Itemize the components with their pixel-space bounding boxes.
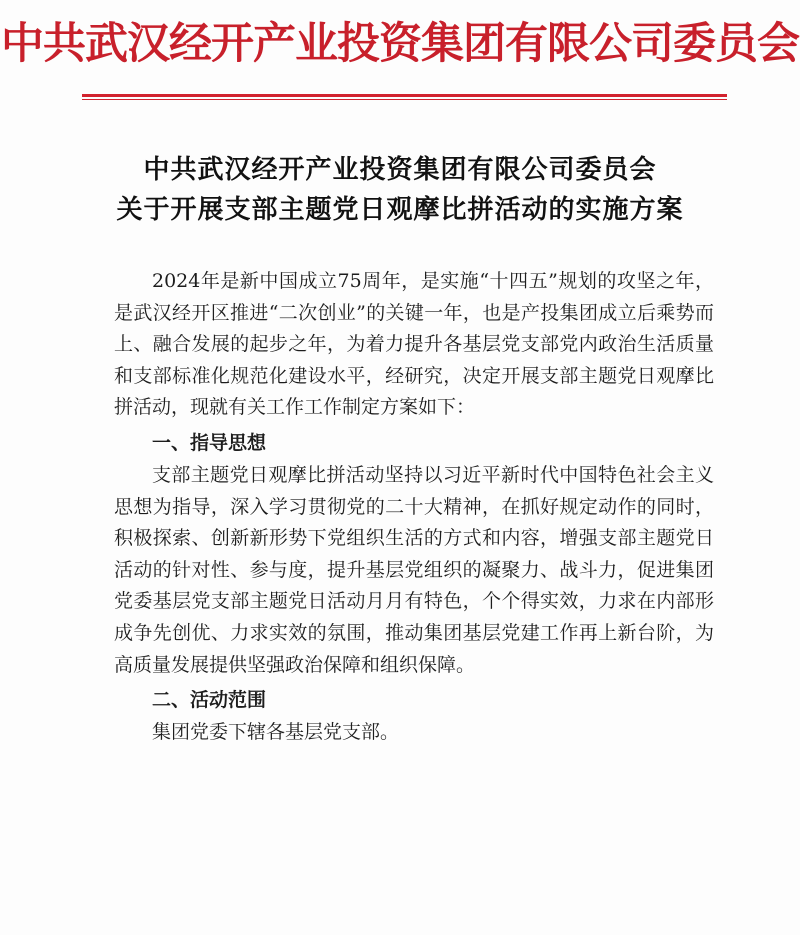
intro-paragraph: 2024年是新中国成立75周年，是实施“十四五”规划的攻坚之年，是武汉经开区推进“二次创业”的关键一年，也是产投集团成立后乘势而上、融合发展的起步之年，为着力提升各基层党支部党内政治生活质量和支部标准化规范化建设水平，经研究，决定开展支部主题党日观摩比拼活动，现就有关工作工作制定方案如下： <box>114 270 714 419</box>
section-heading-activity-scope: 二、活动范围 <box>152 689 267 712</box>
letterhead-red-rule-thin <box>82 99 727 100</box>
document-title-line-2: 关于开展支部主题党日观摩比拼活动的实施方案 <box>116 195 684 225</box>
document-title-line-1: 中共武汉经开产业投资集团有限公司委员会 <box>143 155 657 185</box>
letterhead-org-name: 中共武汉经开产业投资集团有限公司委员会 <box>1 19 799 69</box>
letterhead-red-rule <box>82 94 727 97</box>
section-heading-guiding-thought: 一、指导思想 <box>152 431 267 454</box>
document-title <box>0 150 800 230</box>
document-body <box>114 266 714 749</box>
section-paragraph-activity-scope: 集团党委下辖各基层党支部。 <box>152 721 400 744</box>
section-paragraph-guiding-thought: 支部主题党日观摩比拼活动坚持以习近平新时代中国特色社会主义思想为指导，深入学习贯彻党的二十大精神，在抓好规定动作的同时，积极探索、创新新形势下党组织生活的方式和内容，增强支部主题党日活动的针对性、参与度，提升基层党组织的凝聚力、战斗力，促进集团党委基层党支部主题党日活动月月有特色，个个得实效，力求在内部形成争先创优、力求实效的氛围，推动集团基层党建工作再上新台阶，为高质量发展提供坚强政治保障和组织保障。 <box>114 463 714 676</box>
